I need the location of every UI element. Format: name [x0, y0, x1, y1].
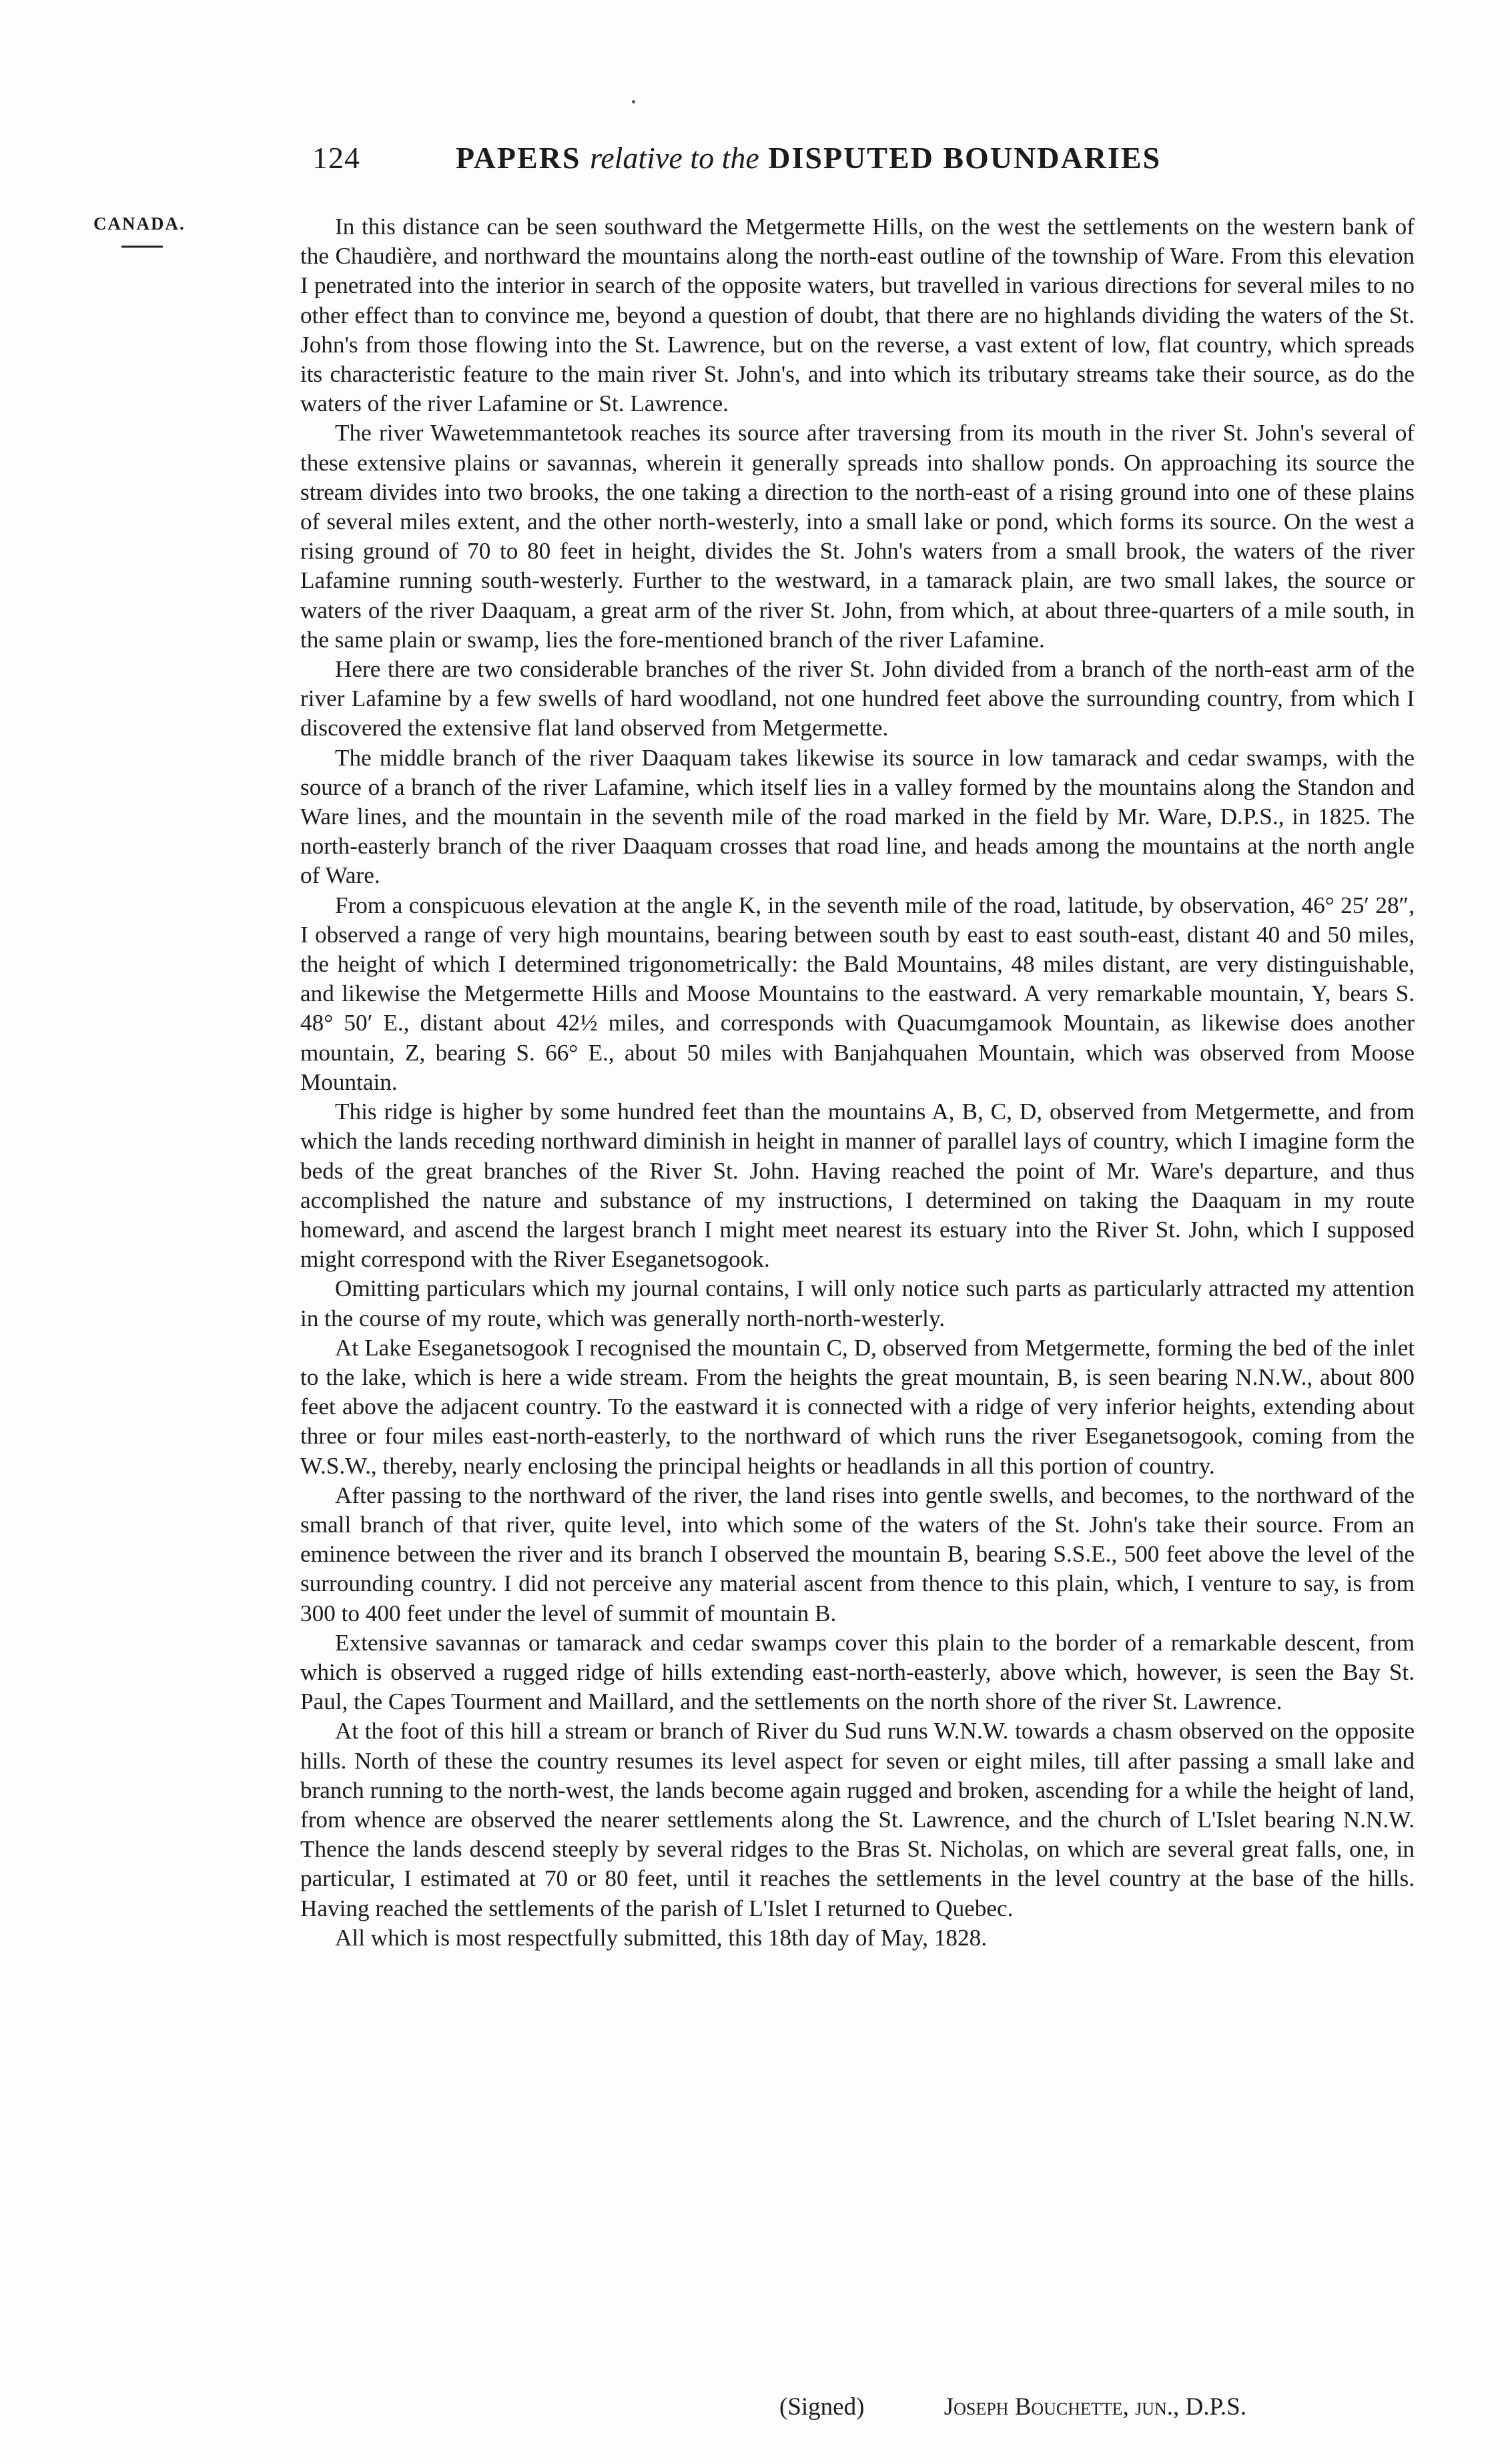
margin-rule — [121, 246, 163, 248]
body-text — [300, 212, 1415, 1953]
paragraph: After passing to the northward of the river, the land rises into gentle swells, and becomes, to the northward of the small branch of that river, quite level, into which some of the waters of the St. John's take their source. From an eminence between the river and its branch I observed the mountain B, bearing S.S.E., 500 feet above the level of the surrounding country. I did not perceive any material ascent from thence to this plain, which, I venture to say, is from 300 to 400 feet under the level of summit of mountain B. — [300, 1482, 1415, 1626]
paragraph: Here there are two considerable branches of the river St. John divided from a branch of the north-east arm of the river Lafamine by a few swells of hard woodland, not one hundred feet above the surrounding country, from which I discovered the extensive flat land observed from Metgermette. — [300, 656, 1415, 741]
ink-speck — [632, 100, 635, 103]
paragraph: Omitting particulars which my journal contains, I will only notice such parts as particularly attracted my attention in the course of my route, which was generally north-north-westerly. — [300, 1275, 1415, 1331]
paragraph: All which is most respectfully submitted, this 18th day of May, 1828. — [335, 1924, 988, 1951]
paragraph: The river Wawetemmantetook reaches its source after traversing from its mouth in the river St. John's several of these extensive plains or savannas, wherein it generally spreads into shallow ponds. On approaching its source the stream divides into two brooks, the one taking a direction to the north-east of a rising ground into one of these plains of several miles extent, and the other north-westerly, into a small lake or pond, which forms its source. On the west a rising ground of 70 to 80 feet in height, divides the St. John's waters from a small brook, the waters of the river Lafamine running south-westerly. Further to the westward, in a tamarack plain, are two small lakes, the source or waters of the river Daaquam, a great arm of the river St. John, from which, at about three-quarters of a mile south, in the same plain or swamp, lies the fore-mentioned branch of the river Lafamine. — [300, 420, 1415, 653]
signature-line — [779, 2393, 1246, 2421]
running-head-italic: relative to the — [590, 141, 759, 175]
signer-name: Joseph Bouchette, jun., D.P.S. — [943, 2393, 1247, 2421]
paragraph: At Lake Eseganetsogook I recognised the mountain C, D, observed from Metgermette, forming the bed of the inlet to the lake, which is here a wide stream. From the heights the great mountain, B, is seen bearing N.N.W., about 800 feet above the adjacent country. To the eastward it is connected with a ridge of very inferior heights, extending about three or four miles east-north-easterly, to the northward of which runs the river Eseganetsogook, coming from the W.S.W., thereby, nearly enclosing the principal heights or headlands in all this portion of country. — [300, 1334, 1415, 1479]
running-head-part2: DISPUTED BOUNDARIES — [768, 141, 1162, 175]
paragraph: This ridge is higher by some hundred feet than the mountains A, B, C, D, observed from Metgermette, and from which the lands receding northward diminish in height in manner of parallel lays of country, which I imagine form the beds of the great branches of the River St. John. Having reached the point of Mr. Ware's departure, and thus accomplished the nature and substance of my instructions, I determined on taking the Daaquam in my route homeward, and ascend the largest branch I might meet nearest its estuary into the River St. John, which I supposed might correspond with the River Eseganetsogook. — [300, 1099, 1415, 1273]
paragraph: At the foot of this hill a stream or branch of River du Sud runs W.N.W. towards a chasm observed on the opposite hills. North of these the country resumes its level aspect for seven or eight miles, till after passing a small lake and branch running to the north-west, the lands become again rugged and broken, ascending for a while the height of land, from whence are observed the nearer settlements along the St. Lawrence, and the church of L'Islet bearing N.N.W. Thence the lands descend steeply by several ridges to the Bras St. Nicholas, on which are several great falls, one, in particular, I estimated at 70 or 80 feet, until it reaches the settlements in the level country at the base of the hills. Having reached the settlements of the parish of L'Islet I returned to Quebec. — [300, 1718, 1415, 1921]
paragraph: Extensive savannas or tamarack and cedar swamps cover this plain to the border of a remarkable descent, from which is observed a rugged ridge of hills extending east-north-easterly, above which, however, is seen the Bay St. Paul, the Capes Tourment and Maillard, and the settlements on the north shore of the river St. Lawrence. — [300, 1629, 1415, 1715]
running-head — [456, 140, 1161, 176]
page-number: 124 — [312, 141, 360, 175]
signed-label: (Signed) — [779, 2393, 865, 2421]
paragraph: The middle branch of the river Daaquam takes likewise its source in low tamarack and cedar swamps, with the source of a branch of the river Lafamine, which itself lies in a valley formed by the mountains along the Standon and Ware lines, and the mountain in the seventh mile of the road marked in the field by Mr. Ware, D.P.S., in 1825. The north-easterly branch of the river Daaquam crosses that road line, and heads among the mountains at the north angle of Ware. — [300, 744, 1415, 889]
paragraph: In this distance can be seen southward the Metgermette Hills, on the west the settlements on the western bank of the Chaudière, and northward the mountains along the north-east outline of the township of Ware. From this elevation I penetrated into the interior in search of the opposite waters, but travelled in various directions for several miles to no other effect than to convince me, beyond a question of doubt, that there are no highlands dividing the waters of the St. John's from those flowing into the St. Lawrence, but on the reverse, a vast extent of low, flat country, which spreads its characteristic feature to the main river St. John's, and into which its tributary streams take their source, as do the waters of the river Lafamine or St. Lawrence. — [300, 214, 1415, 417]
running-head-part1: PAPERS — [456, 141, 581, 175]
paragraph: From a conspicuous elevation at the angle K, in the seventh mile of the road, latitude, by observation, 46° 25′ 28″, I observed a range of very high mountains, bearing between south by east to east south-east, distant 40 and 50 miles, the height of which I determined trigonometrically: the Bald Mountains, 48 miles distant, are very distinguishable, and likewise the Metgermette Hills and Moose Mountains to the eastward. A very remarkable mountain, Y, bears S. 48° 50′ E., distant about 42½ miles, and corresponds with Quacumgamook Mountain, as likewise does another mountain, Z, bearing S. 66° E., about 50 miles with Banjahquahen Mountain, which was observed from Moose Mountain. — [300, 892, 1415, 1095]
margin-label: CANADA. — [93, 214, 185, 234]
